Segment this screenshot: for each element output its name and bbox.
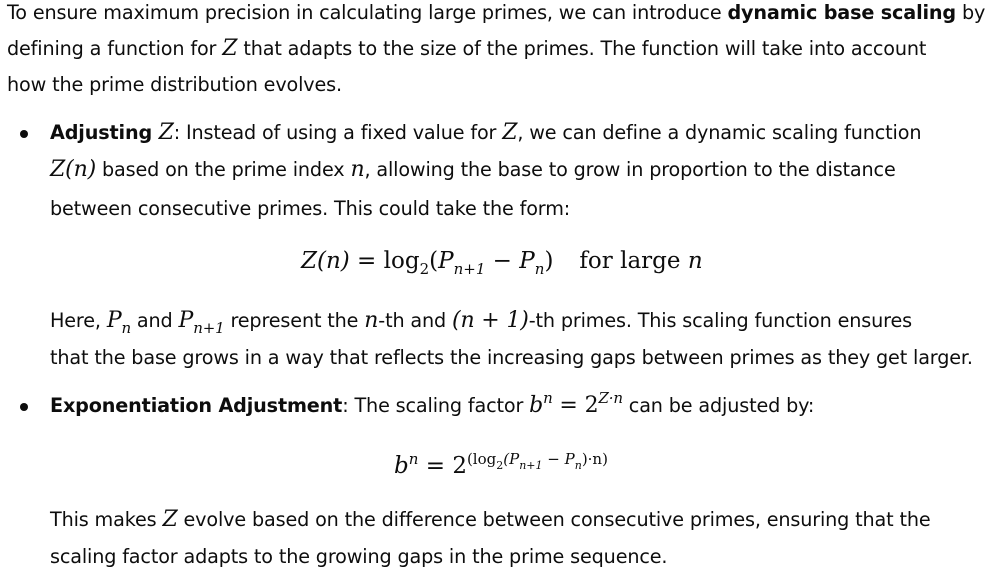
- math-text: (log: [466, 450, 497, 468]
- math-text: 2: [496, 459, 504, 472]
- math-text: n: [408, 450, 419, 468]
- math-text: b: [529, 393, 544, 418]
- equation-2: [394, 450, 608, 479]
- text: represent the: [224, 309, 365, 332]
- bullet1-line-3: [50, 197, 570, 221]
- math-text: n: [121, 319, 131, 337]
- text: -th primes. This scaling function ensures: [528, 309, 912, 332]
- math-text: (: [429, 248, 439, 274]
- math-text: =: [552, 393, 585, 418]
- text: This makes: [50, 508, 163, 531]
- math-n: n: [364, 308, 379, 333]
- text: : Instead of using a fixed value for: [173, 121, 503, 144]
- text: that the base grows in a way that reflects the increasing gaps between primes as they get larger.: [50, 346, 973, 369]
- math-text: Z·n: [598, 389, 623, 407]
- math-text: (P: [503, 450, 520, 468]
- math-text: n: [574, 459, 582, 472]
- math-P: P: [106, 308, 122, 333]
- text: scaling factor adapts to the growing gaps in the prime sequence.: [50, 545, 668, 568]
- text: defining a function for: [7, 37, 223, 60]
- math-text: −: [485, 248, 520, 274]
- intro-line-2: [7, 37, 926, 61]
- bullet2-line-1: [50, 389, 815, 419]
- math-text: P: [519, 248, 535, 274]
- bullet2-para-line-1: [50, 508, 931, 532]
- bullet1-line-2: [50, 158, 896, 182]
- math-Z: Z: [502, 120, 518, 145]
- bullet1-line-1: [50, 121, 921, 145]
- math-text: n+1: [193, 319, 225, 337]
- intro-line-3: [7, 73, 342, 97]
- bullet2-title: Exponentiation Adjustment: [50, 394, 343, 417]
- equation-1: [301, 248, 703, 278]
- text: and: [130, 309, 179, 332]
- math-text: 2: [452, 453, 467, 479]
- math-text: log: [383, 248, 420, 274]
- math-Zn: Z(n): [50, 157, 97, 182]
- math-text: b: [394, 453, 409, 479]
- math-text: for large: [579, 248, 681, 274]
- math-n: n: [350, 157, 365, 182]
- text: by: [956, 1, 985, 24]
- text: can be adjusted by:: [622, 394, 815, 417]
- math-Z: Z: [158, 120, 174, 145]
- bullet1-para-line-2: [50, 346, 973, 370]
- bullet1-para-line-1: [50, 308, 912, 337]
- text: that adapts to the size of the primes. The function will take into account: [237, 37, 927, 60]
- math-text: −: [542, 450, 565, 468]
- text: based on the prime index: [96, 158, 351, 181]
- math-Z: Z: [162, 507, 178, 532]
- math-text: )·n): [581, 450, 608, 468]
- math-text: 2: [419, 260, 430, 278]
- math-text: 2: [584, 393, 599, 418]
- math-text: n+1: [519, 459, 543, 472]
- text: , allowing the base to grow in proportion to the distance: [364, 158, 896, 181]
- math-text: =: [418, 453, 453, 479]
- bullet1-title: Adjusting: [50, 121, 159, 144]
- math-text: n: [534, 260, 545, 278]
- bullet2-para-line-2: [50, 545, 667, 569]
- bullet-dot: [20, 403, 28, 411]
- text: : The scaling factor: [342, 394, 530, 417]
- math-P: P: [178, 308, 194, 333]
- math-n-plus-1: (n + 1): [452, 308, 529, 333]
- text: -th and: [378, 309, 453, 332]
- text: Here,: [50, 309, 107, 332]
- math-Z: Z: [222, 36, 238, 61]
- text: between consecutive primes. This could take the form:: [50, 197, 571, 220]
- bullet-dot: [20, 130, 28, 138]
- math-text: P: [438, 248, 454, 274]
- text: how the prime distribution evolves.: [7, 73, 342, 96]
- bold-term-dynamic-base-scaling: dynamic base scaling: [727, 1, 957, 24]
- math-text: n: [687, 248, 703, 274]
- text: evolve based on the difference between consecutive primes, ensuring that the: [177, 508, 931, 531]
- text: , we can define a dynamic scaling function: [517, 121, 922, 144]
- math-text: Z(n) =: [301, 248, 384, 274]
- math-text: P: [564, 450, 575, 468]
- math-text: ): [544, 248, 554, 274]
- intro-line-1: [7, 1, 985, 25]
- math-text: n+1: [453, 260, 486, 278]
- math-text: n: [543, 389, 553, 407]
- text: To ensure maximum precision in calculating large primes, we can introduce: [7, 1, 728, 24]
